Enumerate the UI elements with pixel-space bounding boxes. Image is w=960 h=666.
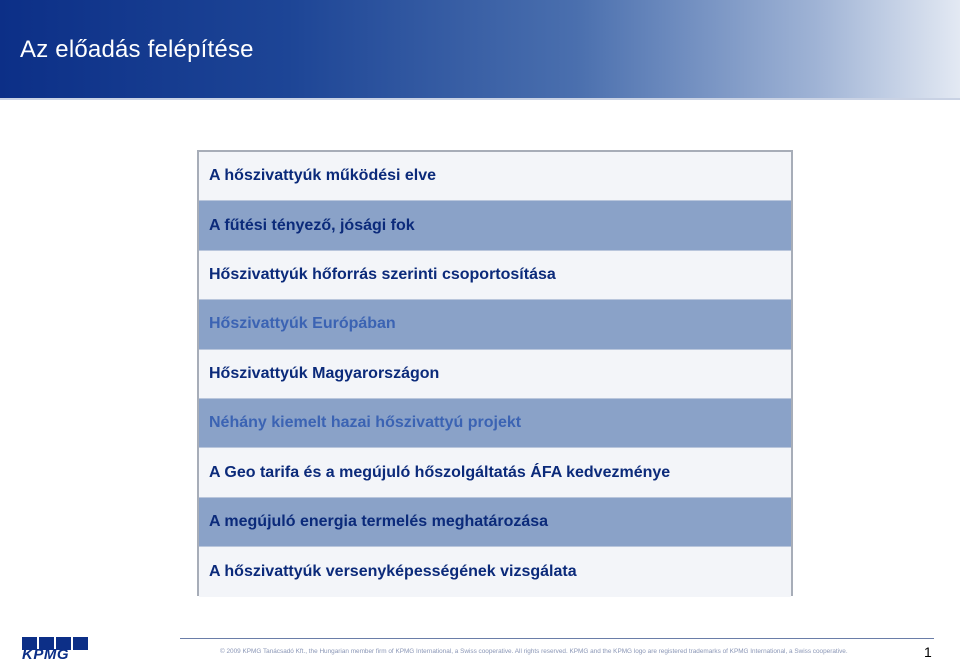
banner-divider bbox=[0, 98, 960, 100]
agenda-item-8: A megújuló energia termelés meghatározása bbox=[199, 498, 791, 547]
agenda-item-1: A hőszivattyúk működési elve bbox=[199, 152, 791, 201]
page-number: 1 bbox=[924, 644, 932, 660]
kpmg-logo bbox=[22, 637, 90, 662]
page-title: Az előadás felépítése bbox=[20, 36, 254, 63]
agenda-item-7: A Geo tarifa és a megújuló hőszolgáltatás ÁFA kedvezménye bbox=[199, 448, 791, 497]
title-banner bbox=[0, 0, 960, 100]
agenda-item-5: Hőszivattyúk Magyarországon bbox=[199, 350, 791, 399]
agenda-item-9: A hőszivattyúk versenyképességének vizsgálata bbox=[199, 547, 791, 596]
copyright-text: © 2009 KPMG Tanácsadó Kft., the Hungarian member firm of KPMG International, a Swiss cooperative. All rights reserved. KPMG and the KPMG logo are registered trademarks of KPMG International, a Swiss cooperative. bbox=[220, 648, 848, 655]
logo-wordmark: KPMG bbox=[22, 646, 69, 663]
agenda-item-4: Hőszivattyúk Európában bbox=[199, 300, 791, 349]
footer-divider bbox=[180, 638, 934, 639]
agenda-item-2: A fűtési tényező, jósági fok bbox=[199, 201, 791, 250]
agenda-item-6: Néhány kiemelt hazai hőszivattyú projekt bbox=[199, 399, 791, 448]
agenda-item-3: Hőszivattyúk hőforrás szerinti csoportosítása bbox=[199, 251, 791, 300]
agenda-table bbox=[197, 150, 793, 596]
